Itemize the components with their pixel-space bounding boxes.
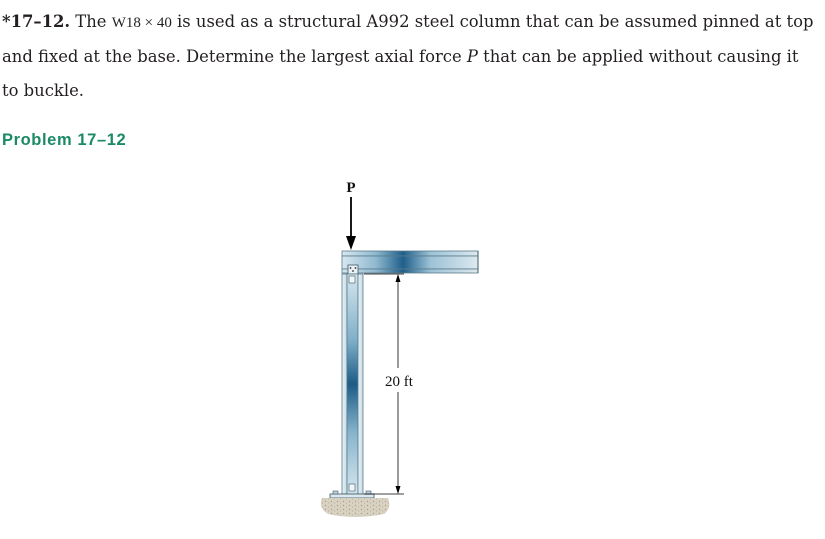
force-variable: P xyxy=(466,47,478,66)
column-figure xyxy=(300,170,500,530)
height-label: 20 ft xyxy=(385,374,413,390)
problem-statement xyxy=(2,5,817,108)
problem-text-part-1: The xyxy=(70,12,112,31)
problem-text-part-3: that can be applied without causing it to buckle. xyxy=(2,47,799,100)
steel-column xyxy=(342,274,363,494)
ground-support xyxy=(321,498,389,517)
section-designation: W18 × 40 xyxy=(111,15,172,31)
column-diagram xyxy=(300,170,500,530)
problem-text-part-2: is used as a structural A992 steel column that can be assumed pinned at top and fixed at the base. Determine the largest axial force xyxy=(2,12,814,66)
load-label: P xyxy=(346,180,356,196)
top-beam xyxy=(342,251,478,273)
load-arrow xyxy=(346,197,356,250)
problem-number: *17–12. xyxy=(2,12,71,31)
pin-connection xyxy=(348,265,358,274)
figure-caption: Problem 17–12 xyxy=(2,131,127,149)
